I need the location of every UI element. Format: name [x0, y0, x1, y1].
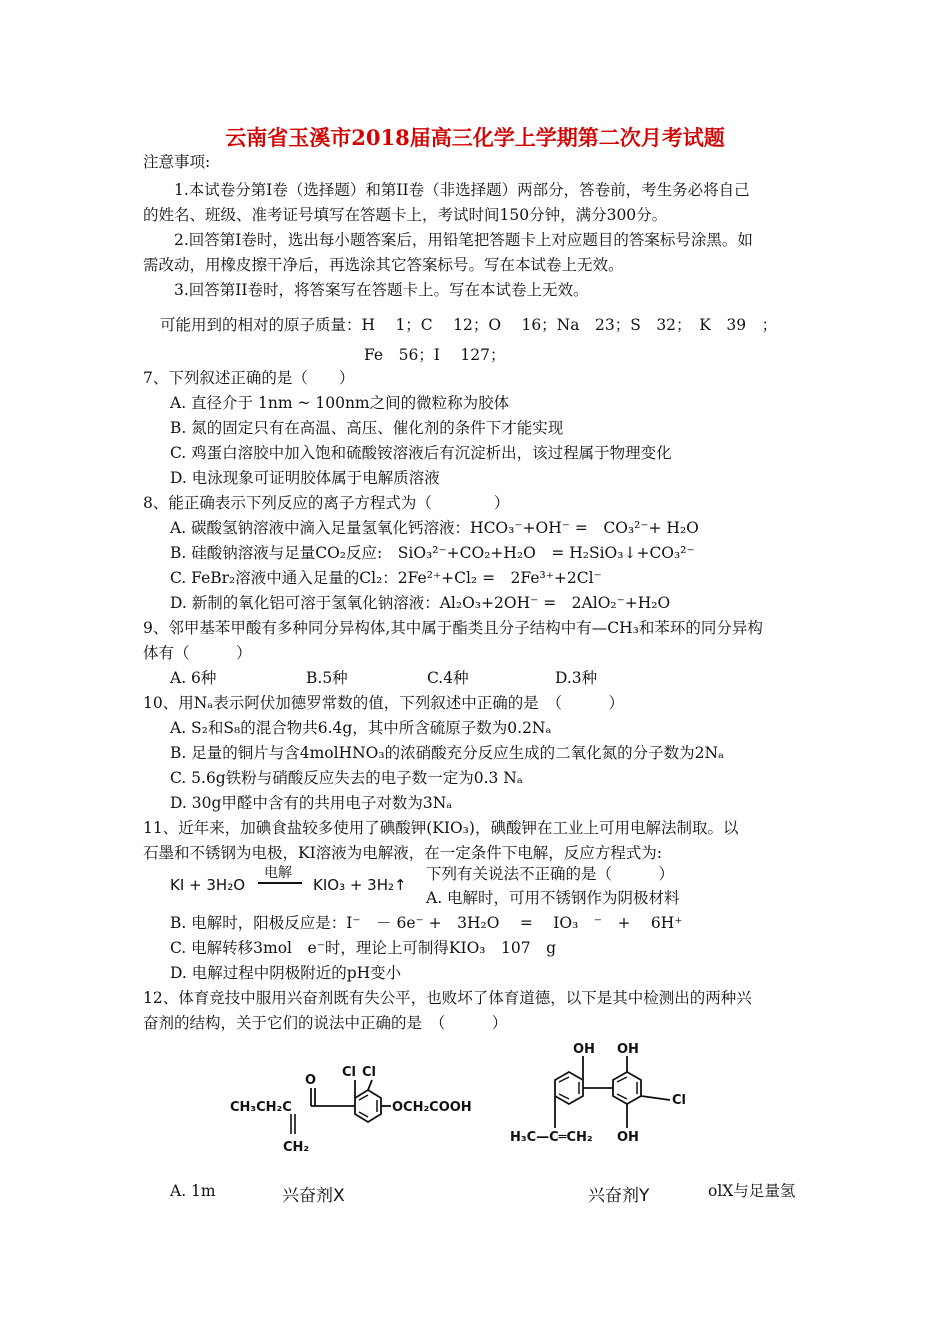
electrolysis-equation	[170, 862, 420, 900]
page-title: 云南省玉溪市2018届高三化学上学期第二次月考试题	[225, 125, 725, 150]
oxyacetic-acid-label: OCH₂COOH	[392, 1100, 472, 1115]
option: B. 电解时，阳极反应是：I⁻ － 6e⁻ + 3H₂O = IO₃ ⁻ + 6H⁺	[170, 914, 683, 932]
option: A. 直径介于 1nm ~ 100nm之间的微粒称为胶体	[170, 394, 510, 412]
option: C. FeBr₂溶液中通入足量的Cl₂：2Fe²⁺+Cl₂ = 2Fe³⁺+2Cl⁻	[170, 569, 602, 587]
question-stem: 下列有关说法不正确的是（ ）	[426, 865, 675, 883]
option: D. 电泳现象可证明胶体属于电解质溶液	[170, 469, 440, 487]
notice-item: 2.回答第I卷时，选出每小题答案后，用铅笔把答题卡上对应题目的答案标号涂黑。如	[174, 231, 753, 249]
question-stem: 石墨和不锈钢为电极，KI溶液为电解液，在一定条件下电解，反应方程式为:	[143, 844, 662, 862]
carbonyl-oxygen: O	[305, 1073, 317, 1088]
question-stem: 11、近年来，加碘食盐较多使用了碘酸钾(KIO₃)，碘酸钾在工业上可用电解法制取。以	[143, 819, 739, 837]
option: A. 碳酸氢钠溶液中滴入足量氢氧化钙溶液：HCO₃⁻+OH⁻ = CO₃²⁻+ H₂O	[170, 519, 699, 537]
question-stem: 10、用Nₐ表示阿伏加德罗常数的值，下列叙述中正确的是 （ ）	[143, 694, 625, 712]
option: C.4种	[427, 669, 469, 687]
isopropenyl-label: H₃C—C═CH₂	[510, 1130, 593, 1145]
option: D. 新制的氧化铝可溶于氢氧化钠溶液：Al₂O₃+2OH⁻ = 2AlO₂⁻+H₂O	[170, 594, 671, 612]
question-stem: 9、邻甲基苯甲酸有多种同分异构体,其中属于酯类且分子结构中有—CH₃和苯环的同分异构	[143, 619, 763, 637]
hydroxyl-label: OH	[617, 1130, 639, 1145]
option: B. 氮的固定只有在高温、高压、催化剂的条件下才能实现	[170, 419, 564, 437]
option: B. 足量的铜片与含4molHNO₃的浓硝酸充分反应生成的二氧化氮的分子数为2Nₐ	[170, 744, 724, 762]
question-stem: 奋剂的结构，关于它们的说法中正确的是 （ ）	[143, 1014, 508, 1032]
option: D.3种	[555, 669, 598, 687]
methylene-label: CH₂	[283, 1140, 310, 1155]
option: A. 1m	[170, 1182, 216, 1200]
chlorine-label: Cl	[672, 1093, 686, 1108]
reaction-arrow	[258, 882, 302, 884]
equation-products: KIO₃ + 3H₂↑	[313, 876, 407, 894]
question-stem: 8、能正确表示下列反应的离子方程式为（ ）	[143, 494, 510, 512]
option: A. 6种	[170, 669, 217, 687]
notice-heading: 注意事项:	[143, 153, 211, 171]
option: B. 硅酸钠溶液与足量CO₂反应: SiO₃²⁻+CO₂+H₂O = H₂SiO₃↓+CO₃²⁻	[170, 544, 695, 562]
chlorine-label: Cl	[362, 1065, 376, 1080]
notice-item: 1.本试卷分第I卷（选择题）和第II卷（非选择题）两部分，答卷前，考生务必将自己	[174, 181, 750, 199]
option: C. 鸡蛋白溶胶中加入饱和硫酸铵溶液后有沉淀析出，该过程属于物理变化	[170, 444, 672, 462]
notice-item: 3.回答第II卷时，将答案写在答题卡上。写在本试卷上无效。	[174, 281, 589, 299]
equation-condition: 电解	[264, 865, 292, 881]
equation-reactants: KI + 3H₂O	[170, 876, 246, 894]
alkyl-chain-label: CH₃CH₂C	[230, 1100, 292, 1115]
option: B.5种	[306, 669, 348, 687]
option: C. 电解转移3mol e⁻时，理论上可制得KIO₃ 107 g	[170, 939, 556, 957]
option: olX与足量氢	[708, 1182, 796, 1200]
option: D. 30g甲醛中含有的共用电子对数为3Nₐ	[170, 794, 453, 812]
notice-item: 的姓名、班级、准考证号填写在答题卡上，考试时间150分钟，满分300分。	[143, 206, 668, 224]
atomic-masses: Fe 56；I 127；	[364, 346, 506, 364]
question-stem: 7、下列叙述正确的是（ ）	[143, 369, 355, 387]
option: A. 电解时，可用不锈钢作为阴极材料	[426, 889, 680, 907]
question-stem: 体有（ ）	[143, 644, 252, 662]
option: A. S₂和S₈的混合物共6.4g，其中所含硫原子数为0.2Nₐ	[170, 719, 552, 737]
question-stem: 12、体育竞技中服用兴奋剂既有失公平，也败坏了体育道德，以下是其中检测出的两种兴	[143, 989, 752, 1007]
hydroxyl-label: OH	[617, 1042, 639, 1057]
atomic-masses: 可能用到的相对的原子质量：H 1；C 12；O 16；Na 23；S 32； K 39 ；	[160, 316, 778, 334]
stimulant-y-structure	[505, 1038, 705, 1163]
notice-item: 需改动，用橡皮擦干净后，再选涂其它答案标号。写在本试卷上无效。	[143, 256, 624, 274]
stimulant-x-caption: 兴奋剂X	[282, 1186, 345, 1206]
stimulant-x-structure	[225, 1050, 475, 1160]
option: C. 5.6g铁粉与硝酸反应失去的电子数一定为0.3 Nₐ	[170, 769, 523, 787]
hydroxyl-label: OH	[573, 1042, 595, 1057]
option: D. 电解过程中阴极附近的pH变小	[170, 964, 402, 982]
chlorine-label: Cl	[342, 1065, 356, 1080]
stimulant-y-caption: 兴奋剂Y	[588, 1186, 650, 1206]
